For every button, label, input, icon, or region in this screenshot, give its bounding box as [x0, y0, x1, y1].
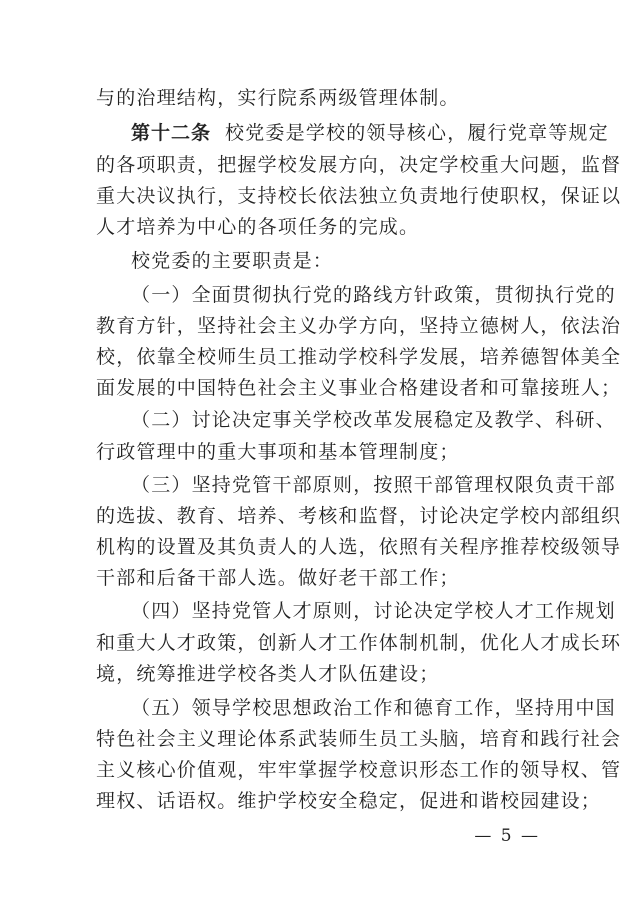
text-line: 教育方针，坚持社会主义办学方向，坚持立德树人，依法治 — [96, 315, 622, 337]
text-line: 行政管理中的重大事项和基本管理制度； — [96, 441, 460, 463]
text-line: 校党委的主要职责是： — [131, 250, 334, 272]
text-line: 干部和后备干部人选。做好老干部工作； — [96, 567, 460, 589]
text-line: （三）坚持党管干部原则，按照干部管理权限负责干部 — [131, 474, 616, 496]
text-line: （五）领导学校思想政治工作和德育工作，坚持用中国 — [131, 697, 616, 719]
text-line: 面发展的中国特色社会主义事业合格建设者和可靠接班人； — [96, 377, 622, 399]
text-line: 主义核心价值观，牢牢掌握学校意识形态工作的领导权、管 — [96, 759, 622, 781]
text-line: 重大决议执行，支持校长依法独立负责地行使职权，保证以 — [96, 185, 622, 207]
text-line: 人才培养为中心的各项任务的完成。 — [96, 216, 420, 238]
text-line: 机构的设置及其负责人的人选，依照有关程序推荐校级领导 — [96, 536, 622, 558]
text-line: 特色社会主义理论体系武装师生员工头脑，培育和践行社会 — [96, 728, 622, 750]
text-line: 与的治理结构，实行院系两级管理体制。 — [96, 87, 460, 109]
text-line: 境，统筹推进学校各类人才队伍建设； — [96, 663, 440, 685]
text-line: （四）坚持党管人才原则，讨论决定学校人才工作规划 — [131, 600, 616, 622]
text-line: 的各项职责，把握学校发展方向，决定学校重大问题，监督 — [96, 154, 622, 176]
article-label: 第十二条 — [131, 122, 212, 144]
text-line: （一）全面贯彻执行党的路线方针政策，贯彻执行党的 — [131, 284, 616, 306]
text-line: 理权、话语权。维护学校安全稳定，促进和谐校园建设； — [96, 790, 602, 812]
text-line: 和重大人才政策，创新人才工作体制机制，优化人才成长环 — [96, 632, 622, 654]
text-line: 校，依靠全校师生员工推动学校科学发展，培养德智体美全 — [96, 346, 622, 368]
page-number: — 5 — — [474, 826, 540, 846]
text-line: （二）讨论决定事关学校改革发展稳定及教学、科研、 — [131, 409, 616, 431]
article-12-first-line — [131, 121, 609, 145]
text-line: 的选拔、教育、培养、考核和监督，讨论决定学校内部组织 — [96, 505, 622, 527]
text-line: 校党委是学校的领导核心，履行党章等规定 — [225, 122, 609, 144]
